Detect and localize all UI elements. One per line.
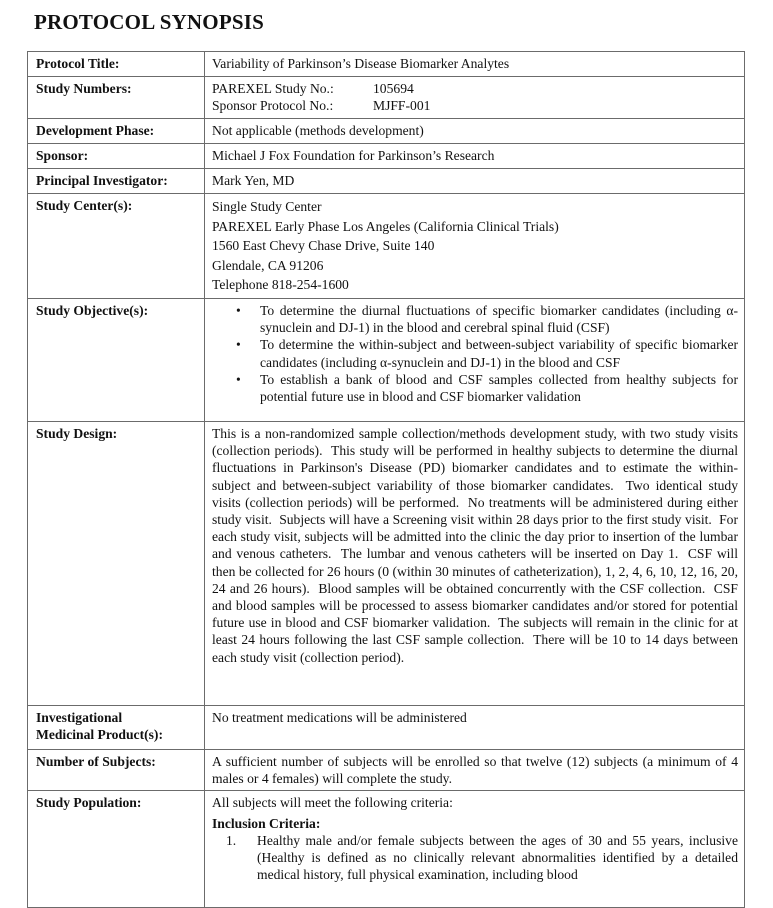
study-center-line: PAREXEL Early Phase Los Angeles (California Clinical Trials) — [212, 218, 559, 234]
row-investigational-product — [28, 706, 745, 750]
protocol-title-label: Protocol Title: — [28, 52, 205, 77]
sponsor-protocol-number-key: Sponsor Protocol No.: — [212, 98, 334, 114]
row-protocol-title — [28, 52, 745, 77]
study-center-line: 1560 East Chevy Chase Drive, Suite 140 — [212, 238, 435, 254]
investigational-product-label-line: Investigational — [36, 710, 123, 725]
row-principal-investigator — [28, 169, 745, 194]
inclusion-criterion — [212, 832, 738, 884]
objective-text: To determine the diurnal fluctuations of specific biomarker candidates (including α-synuclein and DJ-1) in the blood and cerebral spinal fluid (CSF) — [260, 303, 738, 336]
objective-text: To determine the within-subject and between-subject variability of specific biomarker candidates (including α-synuclein and DJ-1) in the blood and CSF — [260, 337, 738, 370]
development-phase-label: Development Phase: — [28, 119, 205, 144]
bullet-icon: • — [236, 337, 241, 353]
study-objectives-value — [205, 299, 745, 422]
investigational-product-label — [28, 706, 205, 750]
study-design-label: Study Design: — [28, 422, 205, 706]
page-title: PROTOCOL SYNOPSIS — [34, 10, 264, 34]
study-population-label: Study Population: — [28, 791, 205, 908]
row-study-numbers — [28, 77, 745, 119]
objective-text: To establish a bank of blood and CSF samples collected from healthy subjects for potential future use in blood and CSF biomarker validation — [260, 371, 738, 405]
parexel-study-number — [212, 80, 738, 97]
study-centers-value — [205, 194, 745, 299]
investigational-product-label-line: Medicinal Product(s): — [36, 727, 163, 743]
row-number-of-subjects — [28, 750, 745, 791]
objective-item — [212, 302, 738, 336]
study-objectives-label: Study Objective(s): — [28, 299, 205, 422]
bullet-icon: • — [236, 303, 241, 318]
protocol-synopsis-table — [27, 51, 745, 908]
row-study-centers — [28, 194, 745, 299]
development-phase-value: Not applicable (methods development) — [205, 119, 745, 144]
row-development-phase — [28, 119, 745, 144]
row-study-design — [28, 422, 745, 706]
parexel-study-number-value: 105694 — [373, 81, 414, 96]
number-of-subjects-label: Number of Subjects: — [28, 750, 205, 791]
study-numbers-label: Study Numbers: — [28, 77, 205, 119]
study-design-value: This is a non-randomized sample collection/methods development study, with two study visits (collection periods). This study will be performed in healthy subjects to determine the diurnal fluctuations in Parkinson's Disease (PD) biomarker candidates and to estimate the within-subject and between-subject variability of those biomarker candidates. Two identical study visits (collection periods) will be performed. No treatments will be administered during either study visit. Subjects will have a Screening visit within 28 days prior to the first study visit. For each study visit, subjects will be admitted into the clinic the day prior to insertion of the lumbar and venous catheters. The lumbar and venous catheters will be inserted on Day 1. CSF will then be collected for 26 hours (0 (within 30 minutes of catheterization), 1, 2, 4, 6, 10, 12, 16, 20, 24 and 26 hours). Blood samples will be obtained concurrently with the CSF collection. CSF and blood samples will be processed to assess biomarker candidates and/or stored for potential future use in blood and CSF biomarker validation. The subjects will remain in the clinic for at least 24 hours following the last CSF sample collection. There will be 10 to 14 days between each study visit (collection period). — [205, 422, 745, 706]
row-sponsor — [28, 144, 745, 169]
objective-item — [212, 371, 738, 405]
objectives-list — [212, 302, 738, 405]
sponsor-value: Michael J Fox Foundation for Parkinson’s Research — [205, 144, 745, 169]
bullet-icon: • — [236, 371, 241, 387]
study-numbers-value — [205, 77, 745, 119]
protocol-title-value: Variability of Parkinson’s Disease Biomarker Analytes — [205, 52, 745, 77]
study-center-line: Glendale, CA 91206 — [212, 257, 324, 273]
objective-item — [212, 336, 738, 370]
number-of-subjects-value: A sufficient number of subjects will be enrolled so that twelve (12) subjects (a minimum of 4 males or 4 females) will complete the study. — [205, 750, 745, 791]
inclusion-criteria-heading: Inclusion Criteria: — [212, 815, 321, 831]
sponsor-protocol-number-value: MJFF-001 — [373, 98, 431, 114]
study-population-intro: All subjects will meet the following criteria: — [212, 795, 453, 811]
principal-investigator-value: Mark Yen, MD — [205, 169, 745, 194]
inclusion-criterion-text: Healthy male and/or female subjects between the ages of 30 and 55 years, inclusive (Healthy is defined as no clinically relevant abnormalities identified by a detailed medical history, full physical examination, including blood — [257, 832, 738, 883]
study-center-line: Telephone 818-254-1600 — [212, 277, 349, 293]
parexel-study-number-key: PAREXEL Study No.: — [212, 81, 334, 96]
principal-investigator-label: Principal Investigator: — [28, 169, 205, 194]
study-population-value — [205, 791, 745, 908]
study-centers-label: Study Center(s): — [28, 194, 205, 299]
row-study-population — [28, 791, 745, 908]
sponsor-protocol-number — [212, 97, 738, 114]
study-center-line: Single Study Center — [212, 199, 322, 214]
sponsor-label: Sponsor: — [28, 144, 205, 169]
inclusion-criteria-list — [212, 832, 738, 884]
investigational-product-value: No treatment medications will be administered — [205, 706, 745, 750]
inclusion-criterion-number: 1. — [226, 832, 237, 848]
row-study-objectives — [28, 299, 745, 422]
